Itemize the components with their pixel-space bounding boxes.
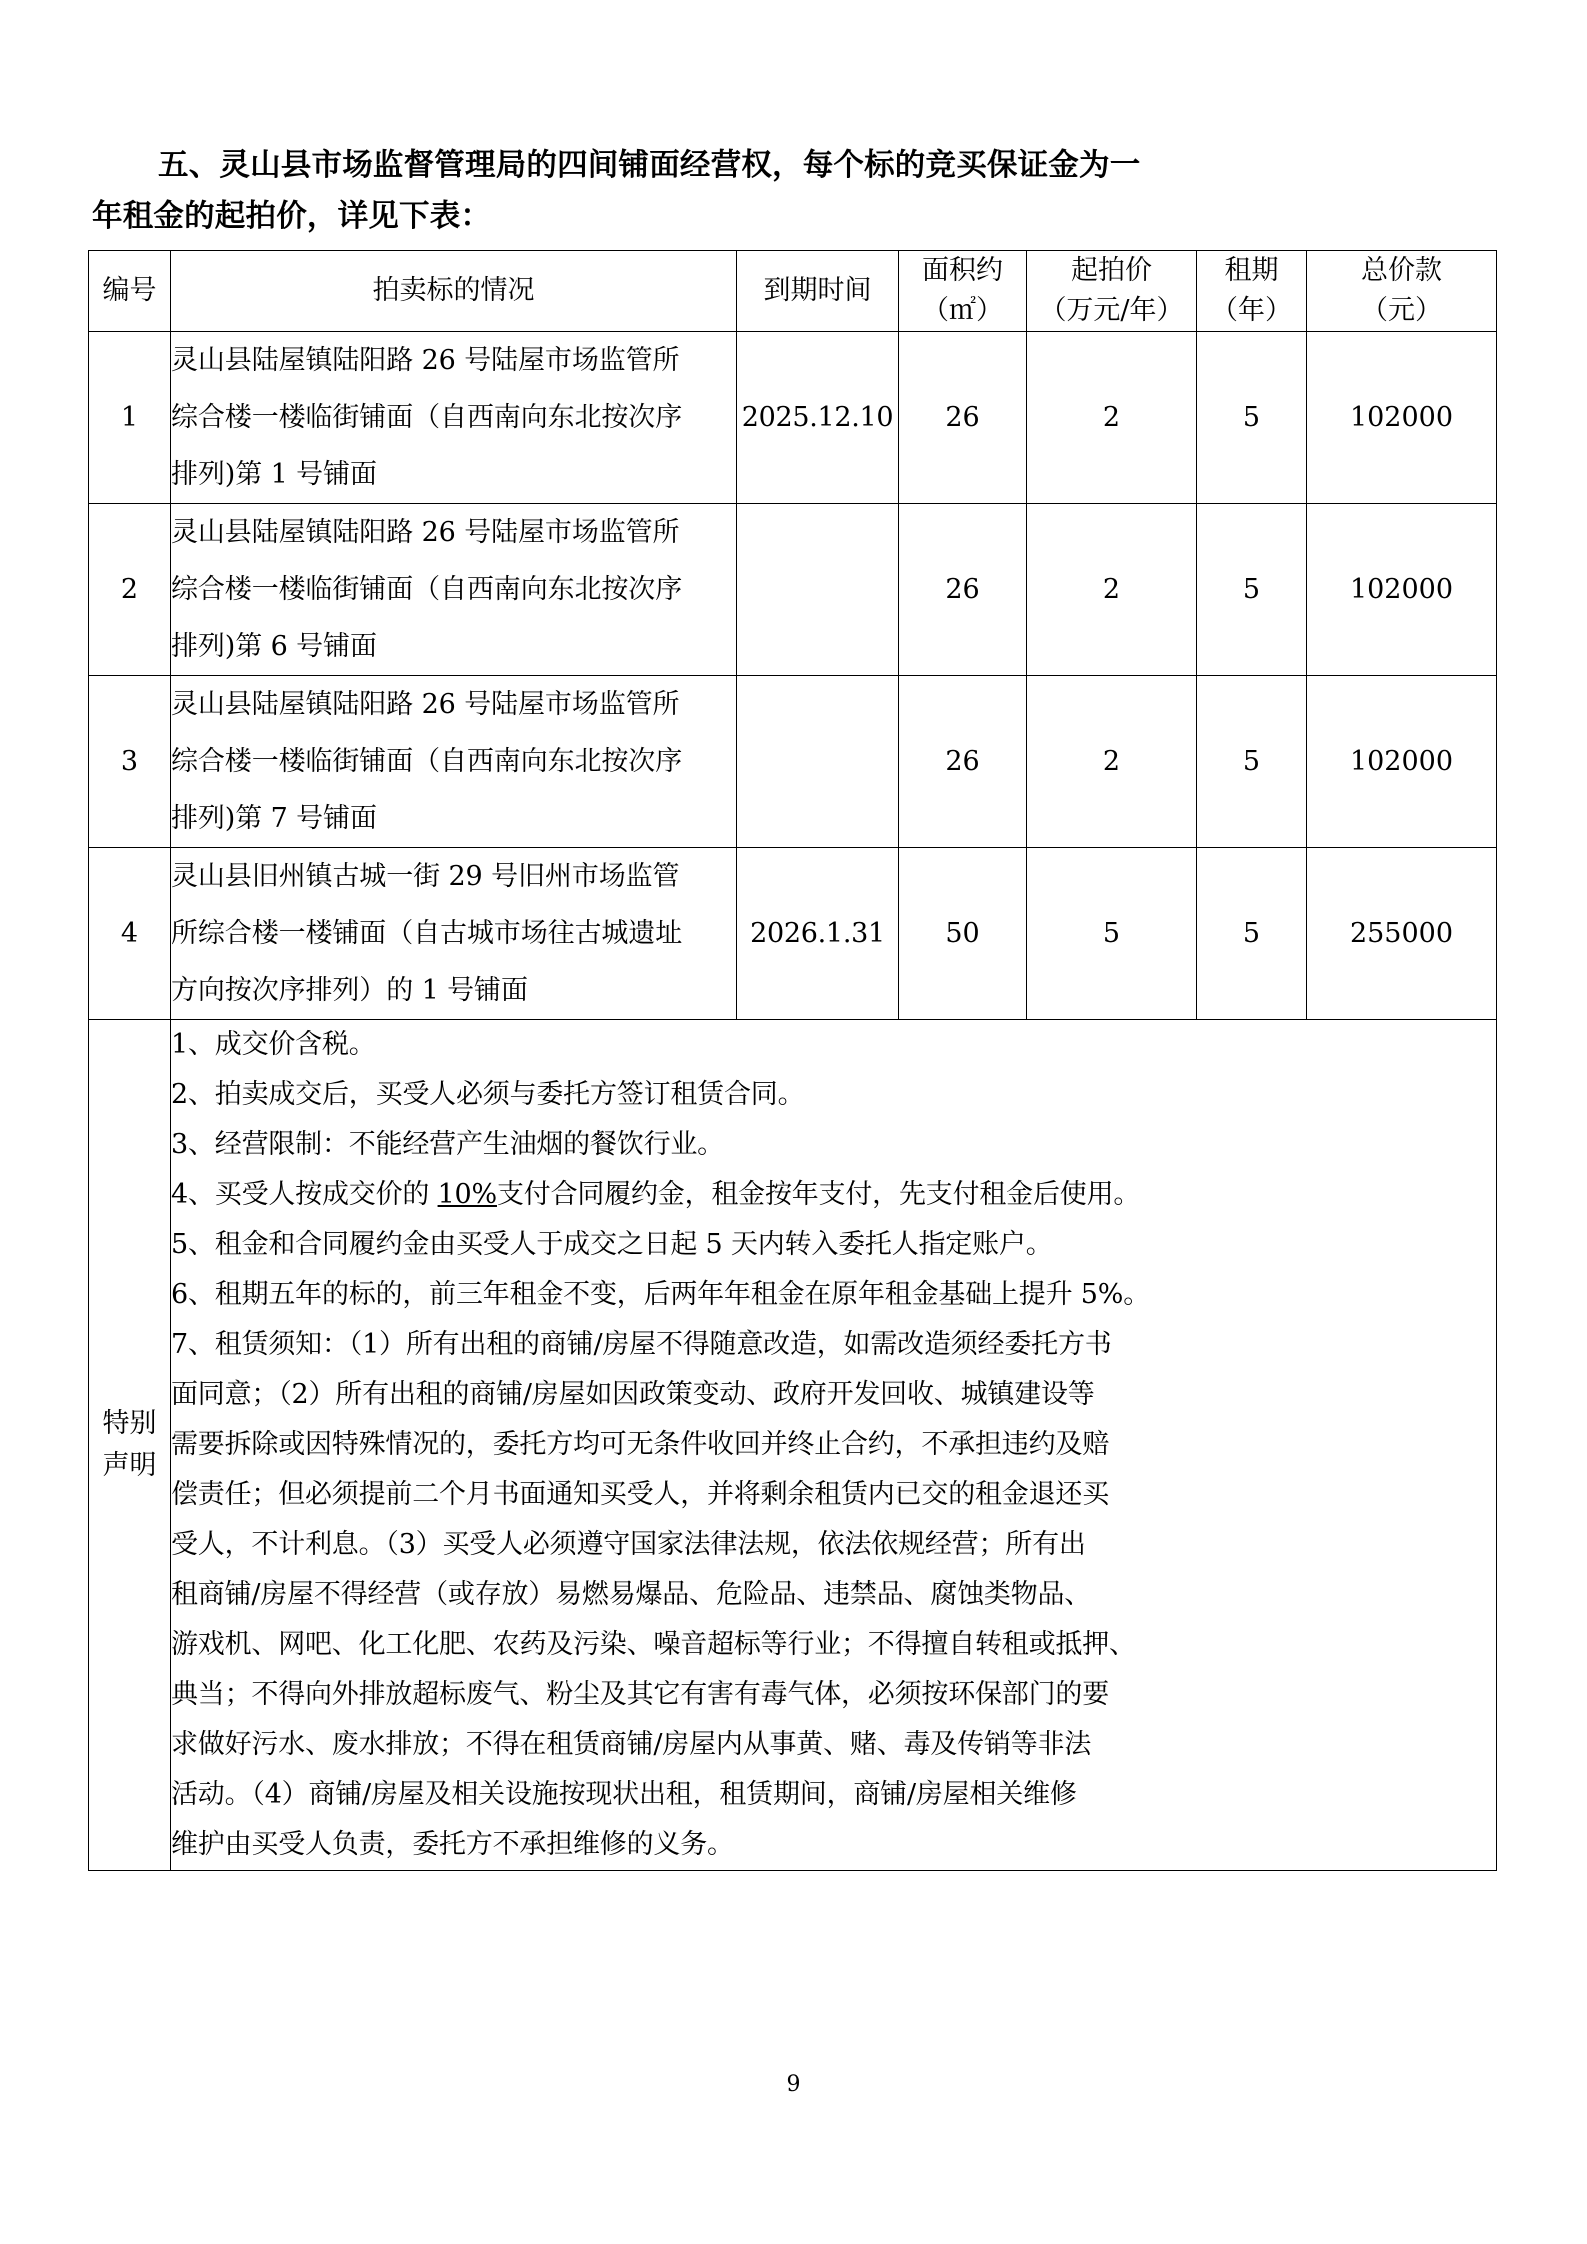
cell-expiry-date <box>737 676 899 848</box>
column-header-area: 面积约 （㎡） <box>899 251 1027 332</box>
auction-items-table <box>88 250 1497 1871</box>
table-row <box>89 332 1497 504</box>
cell-area: 50 <box>899 848 1027 1020</box>
cell-description: 灵山县陆屋镇陆阳路 26 号陆屋市场监管所 综合楼一楼临街铺面（自西南向东北按次序 排列)第 1 号铺面 <box>171 332 737 504</box>
cell-number: 3 <box>89 676 171 848</box>
table-row <box>89 504 1497 676</box>
table-header-row <box>89 251 1497 332</box>
cell-description: 灵山县陆屋镇陆阳路 26 号陆屋市场监管所 综合楼一楼临街铺面（自西南向东北按次序 排列)第 7 号铺面 <box>171 676 737 848</box>
intro-line-2: 年租金的起拍价，详见下表： <box>92 198 492 234</box>
declaration-item-7-line-9: 求做好污水、废水排放；不得在租赁商铺/房屋内从事黄、赌、毒及传销等非法 <box>171 1729 1092 1760</box>
column-header-number: 编号 <box>89 251 171 332</box>
cell-total-price: 102000 <box>1307 332 1497 504</box>
table-row <box>89 848 1497 1020</box>
cell-description: 灵山县陆屋镇陆阳路 26 号陆屋市场监管所 综合楼一楼临街铺面（自西南向东北按次序 排列)第 6 号铺面 <box>171 504 737 676</box>
cell-starting-price: 2 <box>1027 676 1197 848</box>
cell-number: 1 <box>89 332 171 504</box>
declaration-item-7-line-11: 维护由买受人负责，委托方不承担维修的义务。 <box>171 1829 734 1860</box>
cell-lease-term: 5 <box>1197 848 1307 1020</box>
column-header-starting-price: 起拍价 （万元/年） <box>1027 251 1197 332</box>
declaration-item-7-line-10: 活动。（4）商铺/房屋及相关设施按现状出租，租赁期间，商铺/房屋相关维修 <box>171 1779 1077 1810</box>
page-number: 9 <box>786 2072 801 2097</box>
declaration-item-7-line-2: 面同意；（2）所有出租的商铺/房屋如因政策变动、政府开发回收、城镇建设等 <box>171 1379 1095 1410</box>
cell-total-price: 255000 <box>1307 848 1497 1020</box>
declaration-item-7-line-3: 需要拆除或因特殊情况的，委托方均可无条件收回并终止合约，不承担违约及赔 <box>171 1429 1109 1460</box>
declaration-item-7-line-8: 典当；不得向外排放超标废气、粉尘及其它有害有毒气体，必须按环保部门的要 <box>171 1679 1109 1710</box>
declaration-item-7-line-7: 游戏机、网吧、化工化肥、农药及污染、噪音超标等行业；不得擅自转租或抵押、 <box>171 1629 1136 1660</box>
declaration-item-3: 3、经营限制：不能经营产生油烟的餐饮行业。 <box>171 1129 724 1160</box>
declaration-item-7-line-1: 7、租赁须知：（1）所有出租的商铺/房屋不得随意改造，如需改造须经委托方书 <box>171 1329 1112 1360</box>
cell-starting-price: 2 <box>1027 504 1197 676</box>
declaration-item-4-suffix: 支付合同履约金，租金按年支付，先支付租金后使用。 <box>496 1179 1141 1210</box>
intro-line-1: 五、灵山县市场监督管理局的四间铺面经营权，每个标的竞买保证金为一 <box>158 147 1141 183</box>
section-intro-paragraph <box>92 140 1492 242</box>
cell-total-price: 102000 <box>1307 676 1497 848</box>
declaration-item-6: 6、租期五年的标的，前三年租金不变，后两年年租金在原年租金基础上提升 5%。 <box>171 1279 1150 1310</box>
special-declaration-body <box>171 1020 1497 1871</box>
cell-area: 26 <box>899 676 1027 848</box>
cell-expiry-date: 2025.12.10 <box>737 332 899 504</box>
cell-starting-price: 5 <box>1027 848 1197 1020</box>
declaration-item-7-line-5: 受人，不计利息。（3）买受人必须遵守国家法律法规，依法依规经营；所有出 <box>171 1529 1086 1560</box>
cell-expiry-date <box>737 504 899 676</box>
declaration-item-4-percent: 10% <box>437 1179 497 1210</box>
declaration-item-4 <box>171 1170 1496 1220</box>
cell-lease-term: 5 <box>1197 332 1307 504</box>
cell-area: 26 <box>899 504 1027 676</box>
declaration-item-5: 5、租金和合同履约金由买受人于成交之日起 5 天内转入委托人指定账户。 <box>171 1229 1053 1260</box>
column-header-expiry-date: 到期时间 <box>737 251 899 332</box>
cell-starting-price: 2 <box>1027 332 1197 504</box>
special-declaration-label: 特别 声明 <box>89 1020 171 1871</box>
column-header-lease-term: 租期 （年） <box>1197 251 1307 332</box>
column-header-total-price: 总价款 （元） <box>1307 251 1497 332</box>
declaration-item-1: 1、成交价含税。 <box>171 1029 376 1060</box>
cell-area: 26 <box>899 332 1027 504</box>
cell-expiry-date: 2026.1.31 <box>737 848 899 1020</box>
declaration-item-2: 2、拍卖成交后，买受人必须与委托方签订租赁合同。 <box>171 1079 805 1110</box>
declaration-item-4-prefix: 4、买受人按成交价的 <box>171 1179 438 1210</box>
declaration-item-7-line-6: 租商铺/房屋不得经营（或存放）易燃易爆品、危险品、违禁品、腐蚀类物品、 <box>171 1579 1092 1610</box>
special-declaration-row <box>89 1020 1497 1871</box>
cell-lease-term: 5 <box>1197 504 1307 676</box>
cell-description: 灵山县旧州镇古城一街 29 号旧州市场监管 所综合楼一楼铺面（自古城市场往古城遗址 方向按次序排列）的 1 号铺面 <box>171 848 737 1020</box>
cell-number: 4 <box>89 848 171 1020</box>
column-header-description: 拍卖标的情况 <box>171 251 737 332</box>
cell-number: 2 <box>89 504 171 676</box>
declaration-item-7-line-4: 偿责任；但必须提前二个月书面通知买受人，并将剩余租赁内已交的租金退还买 <box>171 1479 1109 1510</box>
table-row <box>89 676 1497 848</box>
cell-lease-term: 5 <box>1197 676 1307 848</box>
cell-total-price: 102000 <box>1307 504 1497 676</box>
